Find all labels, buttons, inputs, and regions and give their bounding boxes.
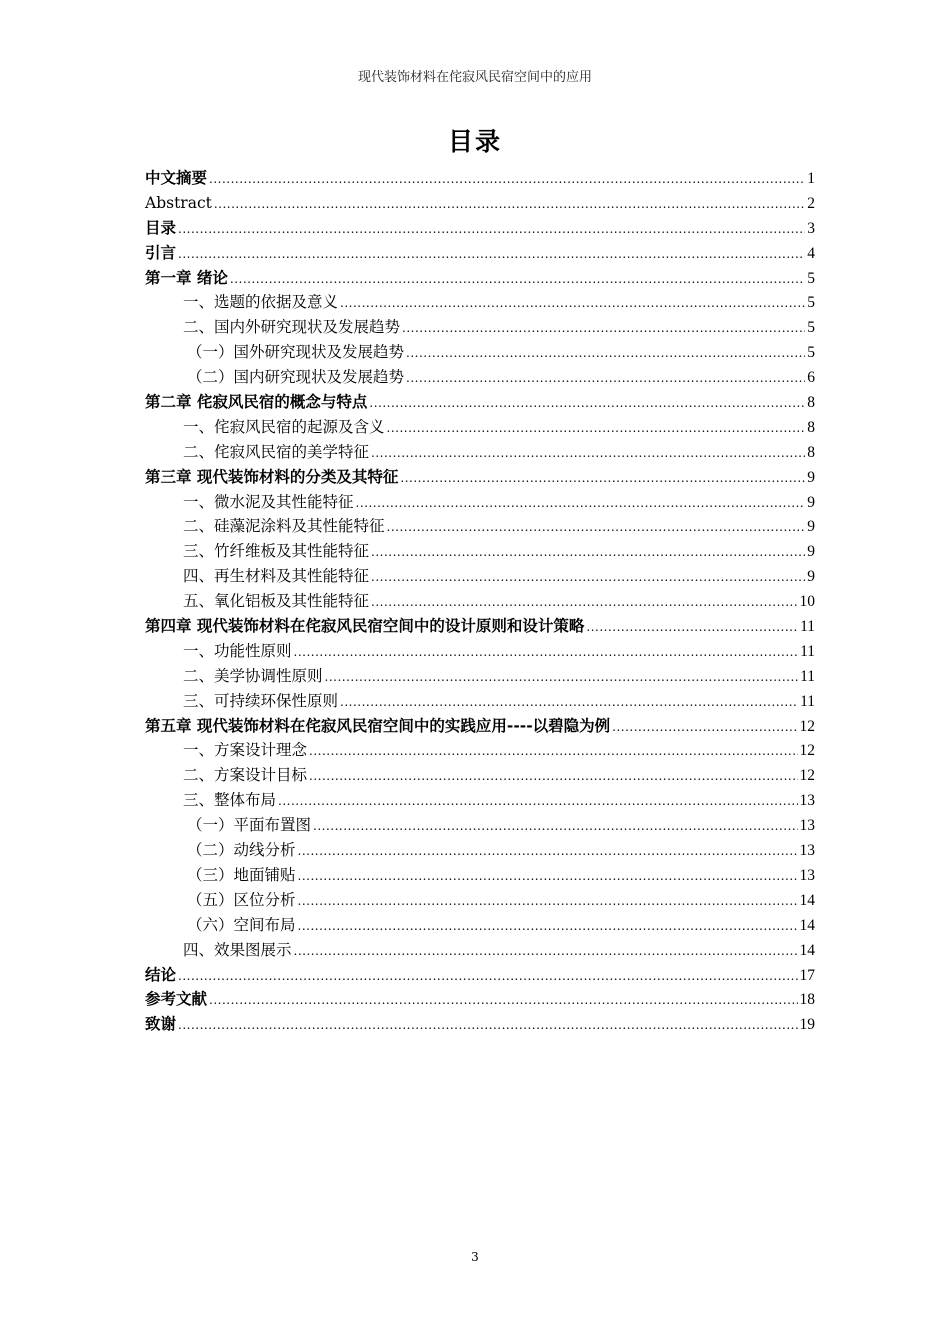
- toc-entry: [145, 365, 815, 390]
- toc-leader-dots: [294, 939, 798, 964]
- toc-entry-label: （六）空间布局: [187, 915, 296, 934]
- toc-leader-dots: [406, 366, 805, 391]
- toc-leader-dots: [369, 391, 805, 416]
- toc-entry-label: 二、侘寂风民宿的美学特征: [183, 442, 370, 461]
- toc-entry-label: 二、美学协调性原则: [183, 666, 323, 685]
- toc-leader-dots: [298, 839, 798, 864]
- toc-entry-page: 18: [799, 991, 815, 1009]
- toc-entry-page: 14: [799, 891, 815, 909]
- toc-entry: [145, 315, 815, 340]
- toc-entry: [145, 714, 815, 739]
- toc-entry-label: 中文摘要: [145, 169, 208, 187]
- running-header: 现代装饰材料在侘寂风民宿空间中的应用: [357, 70, 592, 85]
- toc-entry-page: 14: [799, 941, 815, 959]
- toc-entry: [145, 913, 815, 938]
- toc-leader-dots: [298, 864, 798, 889]
- toc-entry: [145, 216, 815, 241]
- toc-entry-label: 参考文献: [145, 990, 208, 1009]
- toc-entry: [145, 465, 815, 490]
- toc-entry-label: 三、可持续环保性原则: [183, 691, 339, 710]
- page-number: 3: [471, 1250, 479, 1264]
- toc-leader-dots: [400, 466, 805, 491]
- toc-entry-page: 12: [799, 767, 815, 785]
- toc-leader-dots: [178, 964, 797, 989]
- toc-leader-dots: [278, 789, 797, 814]
- toc-leader-dots: [406, 341, 805, 366]
- toc-entry: [145, 938, 815, 963]
- toc-entry-label: Abstract: [145, 193, 212, 212]
- toc-entry-label: 第五章 现代装饰材料在侘寂风民宿空间中的实践应用----以碧隐为例: [145, 716, 611, 735]
- toc-entry-page: 9: [807, 493, 815, 511]
- toc-entry: [145, 639, 815, 664]
- toc-leader-dots: [313, 814, 797, 839]
- toc-entry-page: 11: [800, 642, 815, 660]
- toc-leader-dots: [402, 316, 805, 341]
- toc-entry: [145, 738, 815, 763]
- toc-entry-label: 第四章 现代装饰材料在侘寂风民宿空间中的设计原则和设计策略: [145, 617, 585, 636]
- toc-leader-dots: [371, 565, 805, 590]
- toc-entry-label: 第二章 侘寂风民宿的概念与特点: [145, 393, 368, 412]
- toc-leader-dots: [209, 988, 797, 1013]
- toc-leader-dots: [586, 615, 798, 640]
- toc-title: 目录: [447, 127, 502, 156]
- toc-entry-label: 二、硅藻泥涂料及其性能特征: [183, 517, 385, 536]
- toc-entry-page: 12: [799, 717, 815, 735]
- toc-entry-page: 9: [807, 468, 815, 486]
- toc-entry-page: 14: [799, 916, 815, 934]
- table-of-contents: [145, 166, 815, 1037]
- toc-entry: [145, 589, 815, 614]
- toc-entry: [145, 963, 815, 988]
- toc-entry-label: 一、方案设计理念: [183, 741, 308, 760]
- toc-leader-dots: [325, 665, 799, 690]
- toc-entry-page: 13: [799, 842, 815, 860]
- toc-entry-page: 19: [799, 1016, 815, 1034]
- toc-entry: [145, 514, 815, 539]
- toc-entry-label: 四、再生材料及其性能特征: [183, 567, 370, 586]
- toc-entry-page: 8: [807, 443, 815, 461]
- toc-entry: [145, 863, 815, 888]
- toc-leader-dots: [356, 491, 806, 516]
- toc-entry: [145, 490, 815, 515]
- toc-entry: [145, 987, 815, 1012]
- toc-entry-page: 8: [807, 418, 815, 436]
- toc-entry: [145, 1012, 815, 1037]
- toc-entry-label: 一、微水泥及其性能特征: [183, 492, 354, 511]
- toc-entry-page: 4: [807, 244, 815, 262]
- toc-entry-page: 11: [800, 692, 815, 710]
- toc-leader-dots: [230, 267, 805, 292]
- toc-entry-label: 引言: [145, 243, 177, 262]
- toc-entry-label: 一、选题的依据及意义: [183, 293, 339, 312]
- toc-entry: [145, 440, 815, 465]
- toc-entry: [145, 266, 815, 291]
- toc-entry-page: 6: [807, 369, 815, 387]
- toc-entry: [145, 390, 815, 415]
- toc-entry-page: 2: [807, 194, 815, 212]
- toc-leader-dots: [178, 217, 805, 242]
- toc-entry-page: 8: [807, 394, 815, 412]
- toc-entry: [145, 564, 815, 589]
- toc-entry-page: 11: [800, 667, 815, 685]
- toc-entry-page: 11: [800, 618, 815, 636]
- toc-leader-dots: [371, 590, 797, 615]
- toc-entry-page: 9: [807, 518, 815, 536]
- toc-entry: [145, 788, 815, 813]
- toc-leader-dots: [209, 167, 805, 192]
- toc-entry-page: 9: [807, 543, 815, 561]
- toc-entry-page: 13: [799, 792, 815, 810]
- toc-entry-page: 5: [807, 294, 815, 312]
- toc-entry-page: 12: [799, 742, 815, 760]
- toc-entry: [145, 166, 815, 191]
- toc-entry-label: （一）平面布置图: [187, 816, 312, 835]
- toc-entry: [145, 664, 815, 689]
- toc-entry-label: 三、竹纤维板及其性能特征: [183, 542, 370, 561]
- toc-leader-dots: [298, 889, 798, 914]
- toc-entry-page: 13: [799, 866, 815, 884]
- toc-entry: [145, 614, 815, 639]
- toc-leader-dots: [309, 739, 797, 764]
- toc-entry-label: 第一章 绪论: [145, 268, 228, 287]
- toc-entry: [145, 241, 815, 266]
- toc-entry-label: 结论: [145, 965, 177, 984]
- toc-entry-page: 5: [807, 269, 815, 287]
- toc-leader-dots: [371, 441, 805, 466]
- toc-entry: [145, 813, 815, 838]
- toc-entry-page: 9: [807, 568, 815, 586]
- toc-entry: [145, 340, 815, 365]
- toc-entry-label: （二）动线分析: [187, 841, 296, 860]
- toc-leader-dots: [387, 416, 806, 441]
- toc-entry-label: （三）地面铺贴: [187, 865, 296, 884]
- toc-leader-dots: [178, 242, 805, 267]
- toc-leader-dots: [309, 764, 797, 789]
- toc-entry-page: 5: [807, 319, 815, 337]
- toc-entry-label: 五、氧化铝板及其性能特征: [183, 592, 370, 611]
- toc-entry: [145, 290, 815, 315]
- toc-entry-label: 一、功能性原则: [183, 641, 292, 660]
- toc-leader-dots: [371, 540, 805, 565]
- toc-entry-label: 四、效果图展示: [183, 940, 292, 959]
- toc-entry-label: 二、方案设计目标: [183, 766, 308, 785]
- toc-leader-dots: [612, 715, 797, 740]
- toc-entry: [145, 838, 815, 863]
- toc-entry-label: 致谢: [145, 1015, 177, 1034]
- toc-entry: [145, 415, 815, 440]
- toc-entry-page: 5: [807, 344, 815, 362]
- toc-entry-label: 二、国内外研究现状及发展趋势: [183, 318, 401, 337]
- toc-leader-dots: [298, 914, 798, 939]
- toc-entry: [145, 689, 815, 714]
- toc-entry-label: （一）国外研究现状及发展趋势: [187, 343, 405, 362]
- toc-entry-page: 3: [807, 219, 815, 237]
- toc-leader-dots: [340, 291, 805, 316]
- toc-leader-dots: [340, 690, 798, 715]
- toc-entry: [145, 888, 815, 913]
- toc-entry-label: 一、侘寂风民宿的起源及含义: [183, 417, 385, 436]
- toc-entry-label: 三、整体布局: [183, 791, 277, 810]
- toc-entry-page: 13: [799, 817, 815, 835]
- toc-entry-label: （五）区位分析: [187, 890, 296, 909]
- toc-leader-dots: [294, 640, 799, 665]
- toc-entry: [145, 191, 815, 216]
- toc-entry-page: 10: [799, 593, 815, 611]
- toc-leader-dots: [178, 1013, 797, 1038]
- toc-entry: [145, 539, 815, 564]
- toc-entry-page: 17: [799, 966, 815, 984]
- toc-leader-dots: [387, 515, 806, 540]
- toc-leader-dots: [214, 192, 805, 217]
- toc-entry: [145, 763, 815, 788]
- toc-entry-page: 1: [807, 170, 815, 187]
- toc-entry-label: 第三章 现代装饰材料的分类及其特征: [145, 467, 399, 486]
- toc-entry-label: 目录: [145, 218, 177, 237]
- toc-entry-label: （二）国内研究现状及发展趋势: [187, 368, 405, 387]
